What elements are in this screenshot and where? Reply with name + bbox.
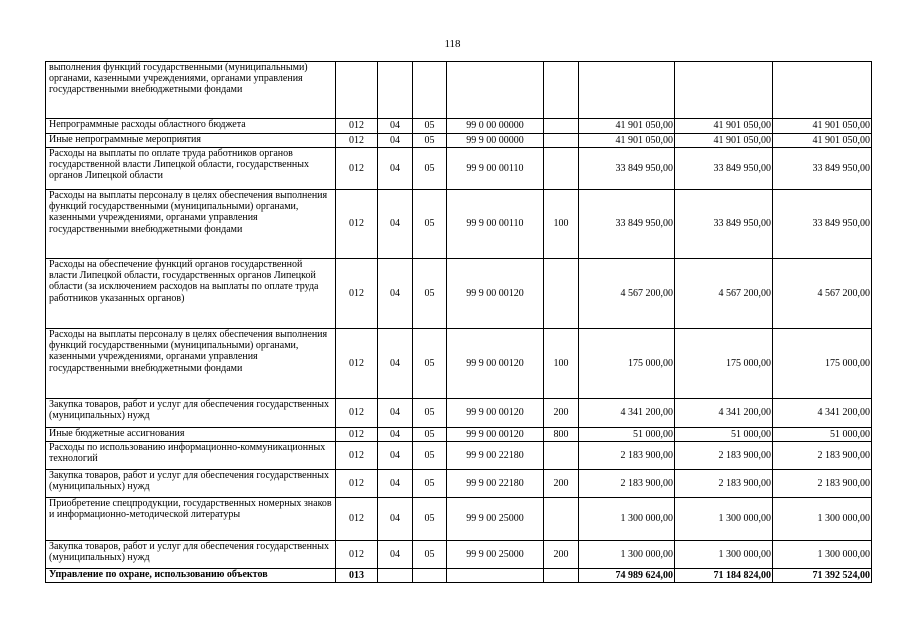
admin-code: 012	[336, 190, 378, 259]
table-body	[46, 62, 872, 583]
expense-type-code	[544, 498, 579, 541]
subsection-code: 05	[413, 329, 447, 399]
section-code: 04	[378, 259, 413, 329]
subsection-code: 05	[413, 119, 447, 134]
amount-year-2: 2 183 900,00	[675, 470, 773, 498]
amount-year-2: 41 901 050,00	[675, 134, 773, 148]
admin-code: 012	[336, 428, 378, 442]
target-article-code: 99 9 00 00110	[447, 148, 544, 190]
subsection-code: 05	[413, 442, 447, 470]
amount-year-1: 2 183 900,00	[579, 470, 675, 498]
target-article-code: 99 0 00 00000	[447, 119, 544, 134]
target-article-code: 99 9 00 00000	[447, 134, 544, 148]
table-row	[46, 119, 872, 134]
amount-year-2: 1 300 000,00	[675, 498, 773, 541]
admin-code: 012	[336, 148, 378, 190]
amount-year-3: 2 183 900,00	[773, 442, 872, 470]
expense-type-code: 200	[544, 470, 579, 498]
section-code: 04	[378, 399, 413, 428]
section-code	[378, 62, 413, 119]
admin-code: 012	[336, 329, 378, 399]
subsection-code: 05	[413, 259, 447, 329]
amount-year-1: 74 989 624,00	[579, 569, 675, 583]
admin-code: 012	[336, 470, 378, 498]
section-code: 04	[378, 428, 413, 442]
amount-year-3: 41 901 050,00	[773, 119, 872, 134]
amount-year-3: 33 849 950,00	[773, 190, 872, 259]
expense-type-code	[544, 119, 579, 134]
amount-year-2: 4 567 200,00	[675, 259, 773, 329]
row-name: Расходы по использованию информационно-коммуникационных технологий	[46, 442, 336, 470]
target-article-code: 99 9 00 25000	[447, 541, 544, 569]
amount-year-3: 33 849 950,00	[773, 148, 872, 190]
expense-type-code: 200	[544, 399, 579, 428]
amount-year-3: 175 000,00	[773, 329, 872, 399]
amount-year-1: 175 000,00	[579, 329, 675, 399]
section-code: 04	[378, 329, 413, 399]
section-code: 04	[378, 470, 413, 498]
target-article-code: 99 9 00 00120	[447, 329, 544, 399]
table-row	[46, 470, 872, 498]
admin-code: 012	[336, 442, 378, 470]
amount-year-1: 1 300 000,00	[579, 498, 675, 541]
subsection-code: 05	[413, 148, 447, 190]
amount-year-1: 1 300 000,00	[579, 541, 675, 569]
amount-year-3: 4 341 200,00	[773, 399, 872, 428]
amount-year-1: 33 849 950,00	[579, 148, 675, 190]
amount-year-3: 51 000,00	[773, 428, 872, 442]
subsection-code: 05	[413, 541, 447, 569]
row-name: Расходы на обеспечение функций органов государственной власти Липецкой области, государственных органов Липецкой области (за исключением расходов на выплаты по оплате труда работников указанных органов)	[46, 259, 336, 329]
table-row	[46, 428, 872, 442]
budget-table	[45, 61, 872, 583]
expense-type-code: 200	[544, 541, 579, 569]
table-row	[46, 329, 872, 399]
section-code: 04	[378, 190, 413, 259]
expense-type-code	[544, 148, 579, 190]
section-code: 04	[378, 134, 413, 148]
table-row	[46, 442, 872, 470]
subsection-code: 05	[413, 470, 447, 498]
amount-year-2: 51 000,00	[675, 428, 773, 442]
target-article-code: 99 9 00 00120	[447, 428, 544, 442]
amount-year-2: 4 341 200,00	[675, 399, 773, 428]
row-name: Расходы на выплаты персоналу в целях обеспечения выполнения функций государственными (муниципальными) органами, казенными учреждениями, органами управления государственными внебюджетными фондами	[46, 329, 336, 399]
subsection-code: 05	[413, 428, 447, 442]
table-row	[46, 259, 872, 329]
expense-type-code: 800	[544, 428, 579, 442]
row-name: Иные бюджетные ассигнования	[46, 428, 336, 442]
row-name: Расходы на выплаты по оплате труда работников органов государственной власти Липецкой области, государственных органов Липецкой области	[46, 148, 336, 190]
page-number: 118	[444, 38, 461, 50]
section-code: 04	[378, 148, 413, 190]
subsection-code: 05	[413, 190, 447, 259]
subsection-code	[413, 62, 447, 119]
target-article-code: 99 9 00 00120	[447, 259, 544, 329]
amount-year-2: 2 183 900,00	[675, 442, 773, 470]
amount-year-2	[675, 62, 773, 119]
admin-code	[336, 62, 378, 119]
amount-year-1: 51 000,00	[579, 428, 675, 442]
subsection-code: 05	[413, 399, 447, 428]
row-name: Расходы на выплаты персоналу в целях обеспечения выполнения функций государственными (муниципальными) органами, казенными учреждениями, органами управления государственными внебюджетными фондами	[46, 190, 336, 259]
amount-year-1: 4 341 200,00	[579, 399, 675, 428]
amount-year-3: 4 567 200,00	[773, 259, 872, 329]
amount-year-1: 2 183 900,00	[579, 442, 675, 470]
amount-year-2: 33 849 950,00	[675, 190, 773, 259]
amount-year-1: 4 567 200,00	[579, 259, 675, 329]
amount-year-3: 2 183 900,00	[773, 470, 872, 498]
expense-type-code	[544, 569, 579, 583]
admin-code: 012	[336, 259, 378, 329]
admin-code: 012	[336, 399, 378, 428]
admin-code: 012	[336, 541, 378, 569]
amount-year-3: 1 300 000,00	[773, 498, 872, 541]
expense-type-code: 100	[544, 190, 579, 259]
expense-type-code	[544, 62, 579, 119]
section-code: 04	[378, 442, 413, 470]
amount-year-2: 71 184 824,00	[675, 569, 773, 583]
row-name: Закупка товаров, работ и услуг для обеспечения государственных (муниципальных) нужд	[46, 541, 336, 569]
row-name: Иные непрограммные мероприятия	[46, 134, 336, 148]
row-name: Приобретение спецпродукции, государственных номерных знаков и информационно-методической литературы	[46, 498, 336, 541]
section-code	[378, 569, 413, 583]
target-article-code: 99 9 00 00110	[447, 190, 544, 259]
amount-year-1: 41 901 050,00	[579, 134, 675, 148]
amount-year-1: 33 849 950,00	[579, 190, 675, 259]
amount-year-1: 41 901 050,00	[579, 119, 675, 134]
table-row	[46, 190, 872, 259]
target-article-code: 99 9 00 00120	[447, 399, 544, 428]
table-row	[46, 62, 872, 119]
amount-year-2: 175 000,00	[675, 329, 773, 399]
expense-type-code	[544, 134, 579, 148]
row-name: Закупка товаров, работ и услуг для обеспечения государственных (муниципальных) нужд	[46, 470, 336, 498]
row-name: Закупка товаров, работ и услуг для обеспечения государственных (муниципальных) нужд	[46, 399, 336, 428]
subsection-code: 05	[413, 134, 447, 148]
target-article-code: 99 9 00 25000	[447, 498, 544, 541]
amount-year-2: 1 300 000,00	[675, 541, 773, 569]
table-row	[46, 134, 872, 148]
amount-year-2: 41 901 050,00	[675, 119, 773, 134]
table-row	[46, 399, 872, 428]
amount-year-1	[579, 62, 675, 119]
table-row	[46, 569, 872, 583]
table-row	[46, 498, 872, 541]
row-name: Непрограммные расходы областного бюджета	[46, 119, 336, 134]
table-row	[46, 148, 872, 190]
amount-year-3: 1 300 000,00	[773, 541, 872, 569]
subsection-code: 05	[413, 498, 447, 541]
target-article-code	[447, 569, 544, 583]
admin-code: 012	[336, 119, 378, 134]
row-name: Управление по охране, использованию объектов	[46, 569, 336, 583]
admin-code: 012	[336, 498, 378, 541]
amount-year-3	[773, 62, 872, 119]
amount-year-3: 71 392 524,00	[773, 569, 872, 583]
section-code: 04	[378, 541, 413, 569]
row-name: выполнения функций государственными (муниципальными) органами, казенными учреждениями, органами управления государственными внебюджетными фондами	[46, 62, 336, 119]
amount-year-2: 33 849 950,00	[675, 148, 773, 190]
subsection-code	[413, 569, 447, 583]
target-article-code: 99 9 00 22180	[447, 470, 544, 498]
expense-type-code: 100	[544, 329, 579, 399]
table-row	[46, 541, 872, 569]
target-article-code	[447, 62, 544, 119]
section-code: 04	[378, 119, 413, 134]
section-code: 04	[378, 498, 413, 541]
expense-type-code	[544, 259, 579, 329]
expense-type-code	[544, 442, 579, 470]
target-article-code: 99 9 00 22180	[447, 442, 544, 470]
admin-code: 013	[336, 569, 378, 583]
admin-code: 012	[336, 134, 378, 148]
amount-year-3: 41 901 050,00	[773, 134, 872, 148]
